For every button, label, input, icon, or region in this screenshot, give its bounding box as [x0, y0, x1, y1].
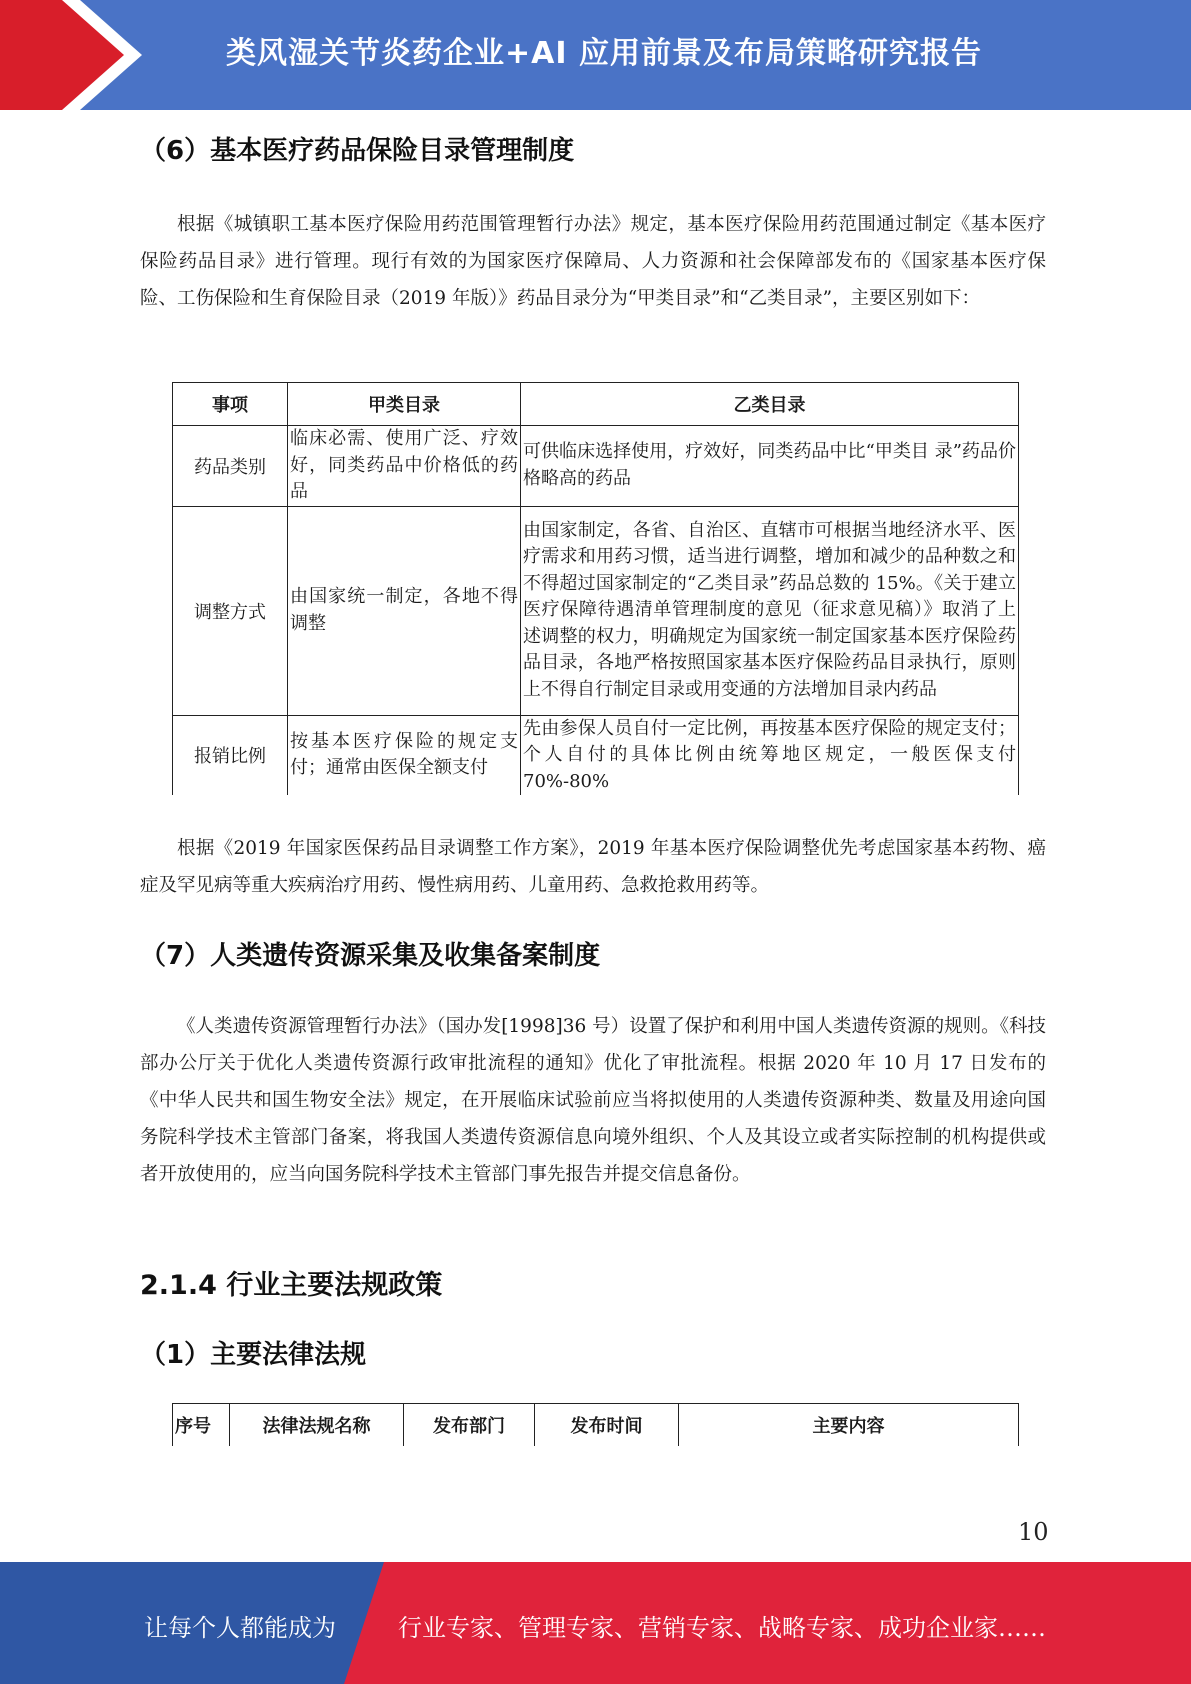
- table-cell-class-b: 由国家制定，各省、自治区、直辖市可根据当地经济水平、医疗需求和用药习惯，适当进行调整，增加和减少的品种数之和不得超过国家制定的“乙类目录”药品总数的 15%。《关于建立医疗保障待遇清单管理制度的意见（征求意见稿）》取消了上述调整的权力，明确规定为国家统一制定国家基本医疗保险药品目录，各地严格按照国家基本医疗保险药品目录执行，原则上不得自行制定目录或用变通的方法增加目录内药品: [521, 506, 1019, 715]
- section-7-heading: （7）人类遗传资源采集及收集备案制度: [140, 941, 601, 971]
- laws-table: [172, 1403, 1019, 1446]
- catalog-comparison-table: [172, 382, 1019, 795]
- table-cell-class-b: 可供临床选择使用，疗效好，同类药品中比“甲类目 录”药品价格略高的药品: [521, 426, 1019, 507]
- section-7-paragraph: 《人类遗传资源管理暂行办法》（国办发[1998]36 号）设置了保护和利用中国人类遗传资源的规则。《科技部办公厅关于优化人类遗传资源行政审批流程的通知》优化了审批流程。根据 2020 年 10 月 17 日发布的《中华人民共和国生物安全法》规定，在开展临床试验前应当将拟使用的人类遗传资源种类、数量及用途向国务院科学技术主管部门备案，将我国人类遗传资源信息向境外组织、个人及其设立或者实际控制的机构提供或者开放使用的，应当向国务院科学技术主管部门事先报告并提交信息备份。: [140, 1016, 1046, 1185]
- table-header-row: [173, 383, 1019, 426]
- footer-slogan-left: 让每个人都能成为: [144, 1614, 336, 1642]
- table-header-cell: 事项: [173, 383, 288, 426]
- page-footer-banner: [0, 1562, 1191, 1684]
- table-cell-class-a: 由国家统一制定，各地不得调整: [288, 506, 521, 715]
- table-cell-class-a: 按基本医疗保险的规定支付；通常由医保全额支付: [288, 715, 521, 795]
- table-row: [173, 715, 1019, 795]
- table-header-row: [173, 1404, 1019, 1447]
- table-row: [173, 506, 1019, 715]
- table-row: [173, 426, 1019, 507]
- table-header-cell: 甲类目录: [288, 383, 521, 426]
- header-chevron-decoration: [0, 0, 150, 110]
- table-cell-class-b: 先由参保人员自付一定比例，再按基本医疗保险的规定支付；个人自付的具体比例由统筹地区规定，一般医保支付 70%-80%: [521, 715, 1019, 795]
- footer-slogan-right: 行业专家、管理专家、营销专家、战略专家、成功企业家……: [398, 1614, 1046, 1642]
- table-header-cell: 乙类目录: [521, 383, 1019, 426]
- section-2-1-4-heading: 2.1.4 行业主要法规政策: [140, 1270, 443, 1301]
- subsection-1-heading: （1）主要法律法规: [140, 1340, 367, 1370]
- table-header-cell: 主要内容: [679, 1404, 1019, 1447]
- table-cell-class-a: 临床必需、使用广泛、疗效好，同类药品中价格低的药品: [288, 426, 521, 507]
- section-6-paragraph-1: 根据《城镇职工基本医疗保险用药范围管理暂行办法》规定，基本医疗保险用药范围通过制定《基本医疗保险药品目录》进行管理。现行有效的为国家医疗保障局、人力资源和社会保障部发布的《国家基本医疗保险、工伤保险和生育保险目录（2019 年版）》药品目录分为“甲类目录”和“乙类目录”，主要区别如下：: [140, 214, 1046, 309]
- report-title: 类风湿关节炎药企业+AI 应用前景及布局策略研究报告: [226, 36, 982, 71]
- table-header-cell: 法律法规名称: [230, 1404, 404, 1447]
- table-header-cell: 序号: [173, 1404, 230, 1447]
- table-cell-item: 药品类别: [173, 426, 288, 507]
- page-number: 10: [1018, 1518, 1049, 1546]
- table-cell-item: 调整方式: [173, 506, 288, 715]
- table-header-cell: 发布部门: [404, 1404, 535, 1447]
- report-header-banner: [0, 0, 1191, 110]
- section-6-heading: （6）基本医疗药品保险目录管理制度: [140, 136, 575, 166]
- table-header-cell: 发布时间: [535, 1404, 679, 1447]
- section-6-paragraph-2: 根据《2019 年国家医保药品目录调整工作方案》，2019 年基本医疗保险调整优先考虑国家基本药物、癌症及罕见病等重大疾病治疗用药、慢性病用药、儿童用药、急救抢救用药等。: [140, 838, 1046, 896]
- table-cell-item: 报销比例: [173, 715, 288, 795]
